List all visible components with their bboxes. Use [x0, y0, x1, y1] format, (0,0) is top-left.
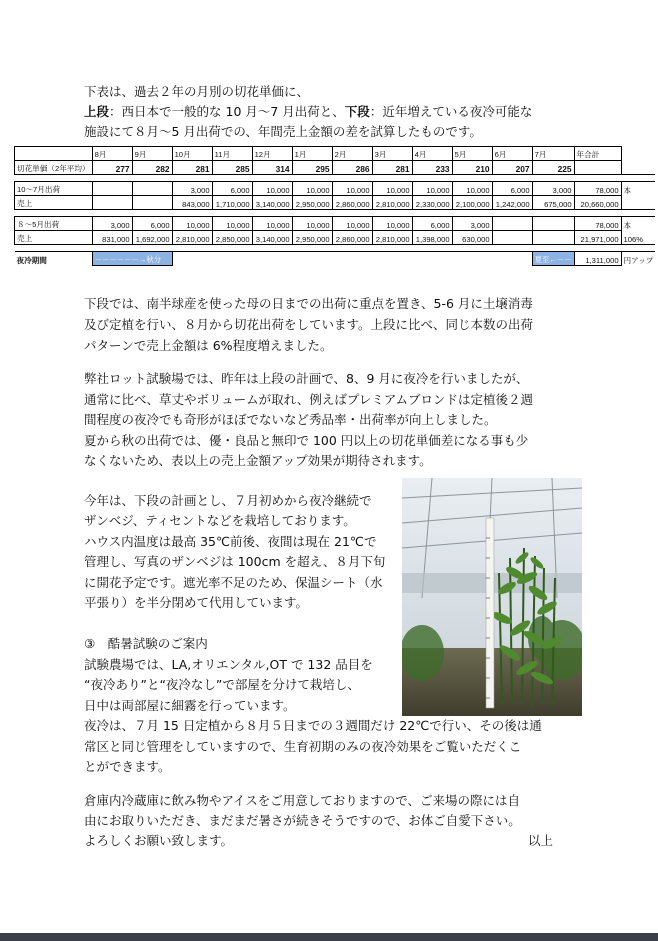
section3-line: とができます。	[84, 759, 171, 774]
month-cell: 11月	[212, 147, 252, 161]
sales-difference-unit: 円アップ	[623, 255, 654, 265]
night-cooling-row	[15, 252, 656, 266]
month-cell: 8月	[92, 147, 132, 161]
row-label: 売上	[15, 231, 93, 245]
month-cell: 1月	[292, 147, 332, 161]
para3-line: ハウス内温度は最高 35℃前後、夜間は現在 21℃で	[84, 534, 377, 549]
greenhouse-lily-photo	[402, 478, 582, 716]
para2-line: なくないため、表以上の売上金額アップ効果が期待されます。	[84, 453, 432, 468]
section3-line: 試験農場では、LA,オリエンタル,OT で 132 品目を	[84, 657, 373, 672]
lower-shipping-row: ８～5月出荷 3,000 6,000 10,000 10,000 10,000 10,000 10,000 10,000 6,000 3,000 78,000 本	[15, 217, 656, 231]
intro-line-1: 下表は、過去２年の月別の切花単価に、	[84, 84, 310, 99]
sales-difference: 1,311,000	[574, 252, 621, 266]
closing-line: 倉庫内冷蔵庫に飲み物やアイスをご用意しておりますので、ご来場の際には自	[84, 793, 521, 808]
section3-line: 夜冷は、７月 15 日定植から８月５日までの３週間だけ 22℃で行い、その後は通	[84, 718, 542, 733]
para2-line: 弊社ロット試験場では、昨年は上段の計画で、8、9 月に夜冷を行いましたが、	[84, 371, 529, 386]
month-cell: 6月	[492, 147, 532, 161]
month-cell: 2月	[332, 147, 372, 161]
para3-line: 平張り）を半分閉めて代用しています。	[84, 595, 309, 610]
month-cell: 3月	[372, 147, 412, 161]
month-cell: 12月	[252, 147, 292, 161]
total-header: 年合計	[574, 147, 621, 161]
table-header-row	[15, 147, 656, 161]
para3-line: ザンベジ、ティセントなどを栽培しております。	[84, 513, 356, 528]
para2-line: 通常に比べ、草丈やボリュームが取れ、例えばプレミアムブロンドは定植後２週	[84, 392, 534, 407]
section3-line: 常区と同じ管理をしていますので、生育初期のみの夜冷効果をご覧いただくこ	[84, 739, 522, 754]
ijou-text: 以上	[528, 833, 554, 848]
lower-sales-row: 売上 831,000 1,692,000 2,810,000 2,850,000 3,140,000 2,950,000 2,860,000 2,810,000 1,398,000 630,000 21,971,000 106%	[15, 231, 656, 245]
month-cell: 10月	[172, 147, 212, 161]
para2-line: 間程度の夜冷でも奇形がほぼでないなど秀品率・出荷率が向上しました。	[84, 412, 497, 427]
section3-line: “夜冷あり”と“夜冷なし”で部屋を分けて栽培し、	[84, 677, 360, 692]
closing-line: 由にお取りいただき、まだまだ暑さが続きそうですので、お体ご自愛下さい。	[84, 813, 521, 828]
month-cell: 5月	[452, 147, 492, 161]
month-cell: 7月	[532, 147, 574, 161]
month-cell: 9月	[132, 147, 172, 161]
row-label: 10～7月出荷	[15, 182, 93, 196]
row-label: 売上	[15, 196, 93, 210]
closing-line: よろしくお願い致します。	[84, 833, 234, 848]
intro-line-2	[84, 102, 574, 122]
para3-line: に開花予定です。遮光率不足のため、保温シート（水	[84, 575, 383, 590]
bottom-bar	[0, 933, 658, 941]
upper-sales-row: 売上 843,000 1,710,000 3,140,000 2,950,000 2,860,000 2,810,000 2,330,000 2,100,000 1,242,000 675,000 20,660,000	[15, 196, 656, 210]
row-label: 切花単価（2年平均）	[15, 161, 93, 175]
para1-line: 及び定植を行い、８月から切花出荷をしています。上段に比べ、同じ本数の出荷	[84, 317, 534, 332]
night-cooling-label: 夜冷期間	[16, 255, 47, 265]
section3-line: 日中は両部屋に細霧を行っています。	[84, 698, 296, 713]
para1-line: パターンで売上金額は 6%程度増えました。	[84, 338, 333, 353]
para3-line: 管理し、写真のザンベジは 100cm を超え、８月下旬	[84, 554, 386, 569]
lower-text: ：近年増えている夜冷可能な	[369, 104, 533, 119]
row-label: ８～5月出荷	[15, 217, 93, 231]
summer-arrow: 夏至←－－	[532, 252, 574, 266]
section3-heading: ③ 酷暑試験のご案内	[84, 636, 208, 651]
upper-text: ：西日本で一般的な 10 月～7 月出荷と、	[109, 104, 345, 119]
para3-line: 今年は、下段の計画とし、７月初めから夜冷継続で	[84, 493, 372, 508]
upper-shipping-row: 10～7月出荷 3,000 6,000 10,000 10,000 10,000 10,000 10,000 10,000 6,000 3,000 78,000 本	[15, 182, 656, 196]
sales-comparison-table	[14, 146, 655, 266]
para1-line: 下段では、南半球産を使った母の日までの出荷に重点を置き、5-6 月に土壌消毒	[84, 296, 533, 311]
unit-price-row: 切花単価（2年平均） 277 282 281 285 314 295 286 281 233 210 207 225	[15, 161, 656, 175]
month-cell: 4月	[412, 147, 452, 161]
autumn-arrow: －－－－－－→秋分	[92, 252, 172, 266]
photo-illustration	[402, 478, 582, 716]
lower-label: 下段	[344, 104, 370, 119]
para2-line: 夏から秋の出荷では、優・良品と無印で 100 円以上の切花単価差になる事も少	[84, 433, 529, 448]
upper-label: 上段	[84, 104, 110, 119]
intro-line-3: 施設にて８月～5 月出荷での、年間売上金額の差を試算したものです。	[84, 124, 482, 139]
